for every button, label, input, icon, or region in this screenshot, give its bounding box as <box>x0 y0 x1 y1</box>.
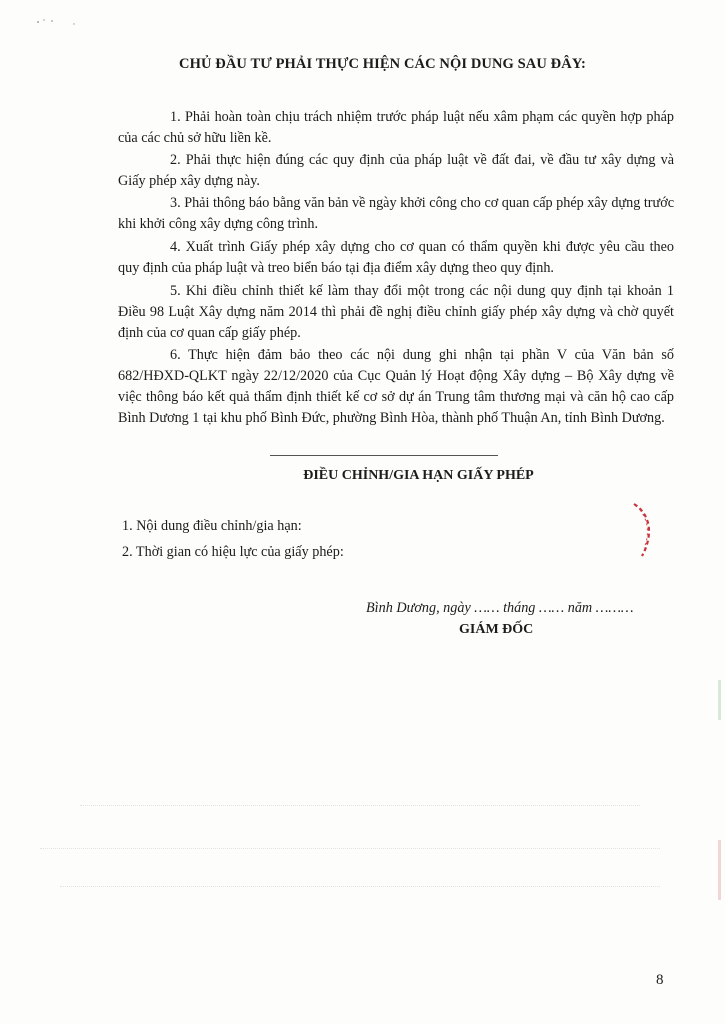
main-heading: CHỦ ĐẦU TƯ PHẢI THỰC HIỆN CÁC NỘI DUNG SAU ĐÂY: <box>179 56 586 72</box>
section-divider <box>270 455 498 456</box>
obligation-item-2: 2. Phải thực hiện đúng các quy định của pháp luật về đất đai, về đầu tư xây dựng và Giấy phép xây dựng này. <box>118 152 674 189</box>
page-number: 8 <box>656 972 664 988</box>
obligation-item-1: 1. Phải hoàn toàn chịu trách nhiệm trước pháp luật nếu xâm phạm các quyền hợp pháp của các chủ sở hữu liền kề. <box>118 109 674 146</box>
validity-period-field: 2. Thời gian có hiệu lực của giấy phép: <box>122 544 344 560</box>
signature-title: GIÁM ĐỐC <box>459 622 534 637</box>
scan-edge-mark <box>718 840 721 900</box>
scan-bleed-line <box>40 848 660 849</box>
red-seal-edge-icon <box>616 500 664 560</box>
scan-edge-mark <box>718 680 721 720</box>
scan-speck-marks <box>30 10 90 30</box>
obligation-item-6: 6. Thực hiện đảm bảo theo các nội dung ghi nhận tại phần V của Văn bản số 682/HĐXD-QLKT ngày 22/12/2020 của Cục Quản lý Hoạt động Xây dựng – Bộ Xây dựng về việc thông báo kết quả thẩm định thiết kế cơ sở dự án Trung tâm thương mại và căn hộ cao cấp Bình Dương 1 tại khu phố Bình Đức, phường Bình Hòa, thành phố Thuận An, tỉnh Bình Dương. <box>118 347 674 426</box>
adjustment-content-field: 1. Nội dung điều chỉnh/gia hạn: <box>122 518 302 534</box>
adjustment-heading: ĐIỀU CHỈNH/GIA HẠN GIẤY PHÉP <box>303 468 534 483</box>
scan-bleed-line <box>80 805 640 806</box>
scan-bleed-line <box>60 886 660 887</box>
obligation-item-5: 5. Khi điều chỉnh thiết kế làm thay đổi một trong các nội dung quy định tại khoản 1 Điều 98 Luật Xây dựng năm 2014 thì phải đề nghị điều chỉnh giấy phép xây dựng và chờ quyết định của cơ quan cấp giấy phép. <box>118 283 674 341</box>
obligation-item-4: 4. Xuất trình Giấy phép xây dựng cho cơ quan có thẩm quyền khi được yêu cầu theo quy định của pháp luật và treo biển báo tại địa điểm xây dựng theo quy định. <box>118 239 674 276</box>
obligation-item-3: 3. Phải thông báo bằng văn bản về ngày khởi công cho cơ quan cấp phép xây dựng trước khi khởi công xây dựng công trình. <box>118 195 674 232</box>
signature-place-date: Bình Dương, ngày …… tháng …… năm ……… <box>366 600 634 616</box>
